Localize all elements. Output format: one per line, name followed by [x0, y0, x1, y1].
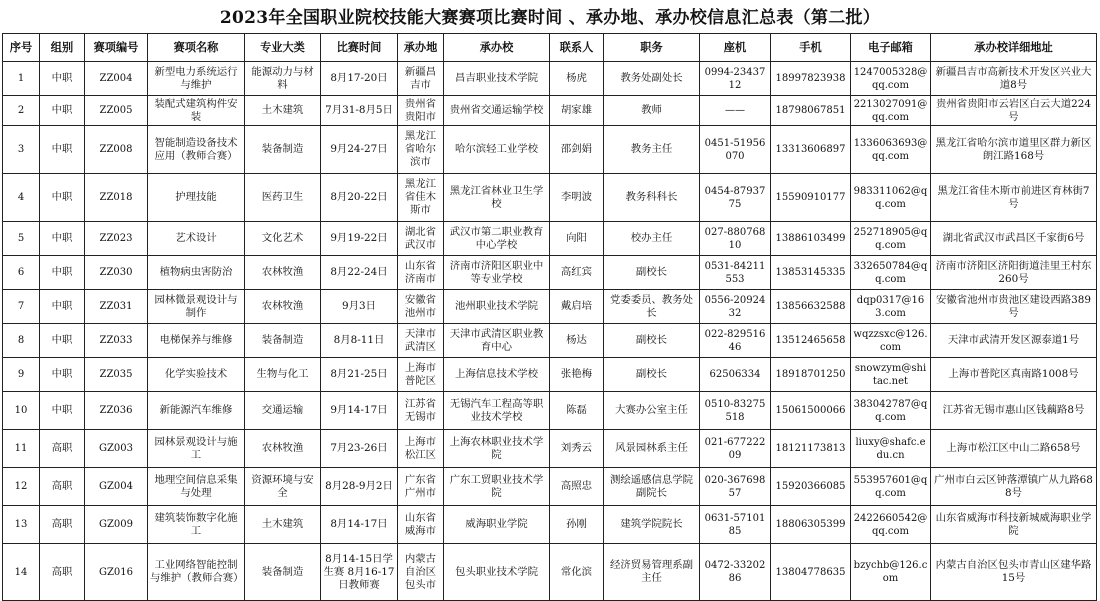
cell-contact: 胡家雄 [550, 96, 604, 126]
cell-time: 7月31-8月5日 [321, 96, 398, 126]
cell-no: 7 [3, 290, 40, 324]
cell-email: snowzym@shitac.net [851, 358, 931, 392]
cell-city: 山东省济南市 [398, 256, 444, 290]
cell-phone: 021-67722209 [700, 430, 771, 468]
cell-city: 贵州省贵阳市 [398, 96, 444, 126]
cell-category: 农林牧渔 [245, 430, 321, 468]
header-contact: 联系人 [550, 34, 604, 62]
cell-email: bzychb@126.com [851, 544, 931, 601]
cell-position: 校办主任 [604, 222, 700, 256]
cell-time: 8月22-24日 [321, 256, 398, 290]
table-row [3, 96, 1097, 126]
cell-position: 副校长 [604, 324, 700, 358]
cell-mobile: 15061500066 [771, 392, 851, 430]
cell-phone: 0472-3320286 [700, 544, 771, 601]
cell-category: 生物与化工 [245, 358, 321, 392]
cell-contact: 刘秀云 [550, 430, 604, 468]
cell-time: 9月24-27日 [321, 126, 398, 174]
cell-school: 哈尔滨轻工业学校 [444, 126, 550, 174]
cell-time: 9月19-22日 [321, 222, 398, 256]
cell-contact: 高照忠 [550, 468, 604, 506]
cell-no: 12 [3, 468, 40, 506]
cell-city: 黑龙江省哈尔滨市 [398, 126, 444, 174]
cell-time: 8月28-9月2日 [321, 468, 398, 506]
cell-email: wqzzsxc@126.com [851, 324, 931, 358]
cell-no: 8 [3, 324, 40, 358]
cell-school: 上海信息技术学校 [444, 358, 550, 392]
cell-mobile: 13856632588 [771, 290, 851, 324]
cell-address: 黑龙江省佳木斯市前进区育林街7号 [931, 174, 1097, 222]
cell-email: 1247005328@qq.com [851, 62, 931, 96]
cell-city: 上海市普陀区 [398, 358, 444, 392]
cell-time: 8月14-17日 [321, 506, 398, 544]
table-row [3, 392, 1097, 430]
cell-code: ZZ035 [85, 358, 148, 392]
cell-contact: 高红宾 [550, 256, 604, 290]
table-row [3, 324, 1097, 358]
cell-group: 中职 [40, 324, 85, 358]
cell-position: 测绘遥感信息学院副院长 [604, 468, 700, 506]
cell-time: 9月14-17日 [321, 392, 398, 430]
cell-position: 教师 [604, 96, 700, 126]
cell-position: 教务科科长 [604, 174, 700, 222]
table-row [3, 430, 1097, 468]
cell-no: 4 [3, 174, 40, 222]
cell-name: 新能源汽车维修 [148, 392, 245, 430]
cell-contact: 向阳 [550, 222, 604, 256]
cell-phone: 0454-8793775 [700, 174, 771, 222]
cell-mobile: 15590910177 [771, 174, 851, 222]
cell-address: 新疆昌吉市高新技术开发区兴业大道8号 [931, 62, 1097, 96]
cell-phone: 020-36769857 [700, 468, 771, 506]
cell-email: 553957601@qq.com [851, 468, 931, 506]
cell-code: GZ003 [85, 430, 148, 468]
cell-group: 中职 [40, 96, 85, 126]
cell-no: 11 [3, 430, 40, 468]
cell-address: 济南市济阳区济阳街道洼里王村东260号 [931, 256, 1097, 290]
cell-school: 贵州省交通运输学校 [444, 96, 550, 126]
cell-no: 3 [3, 126, 40, 174]
cell-mobile: 13313606897 [771, 126, 851, 174]
table-body [3, 62, 1097, 601]
cell-group: 中职 [40, 126, 85, 174]
table-row [3, 222, 1097, 256]
header-city: 承办地 [398, 34, 444, 62]
header-phone: 座机 [700, 34, 771, 62]
cell-group: 高职 [40, 468, 85, 506]
cell-group: 高职 [40, 544, 85, 601]
cell-group: 高职 [40, 430, 85, 468]
cell-phone: 0451-51956070 [700, 126, 771, 174]
cell-position: 建筑学院院长 [604, 506, 700, 544]
cell-city: 山东省威海市 [398, 506, 444, 544]
cell-phone: 022-82951646 [700, 324, 771, 358]
cell-email: 332650784@qq.com [851, 256, 931, 290]
cell-code: ZZ008 [85, 126, 148, 174]
cell-contact: 戴启培 [550, 290, 604, 324]
cell-code: GZ009 [85, 506, 148, 544]
header-email: 电子邮箱 [851, 34, 931, 62]
cell-city: 湖北省武汉市 [398, 222, 444, 256]
cell-category: 交通运输 [245, 392, 321, 430]
header-category: 专业大类 [245, 34, 321, 62]
header-position: 职务 [604, 34, 700, 62]
cell-category: 文化艺术 [245, 222, 321, 256]
cell-position: 党委委员、教务处长 [604, 290, 700, 324]
cell-position: 副校长 [604, 256, 700, 290]
cell-position: 副校长 [604, 358, 700, 392]
cell-name: 工业网络智能控制与维护（教师合赛） [148, 544, 245, 601]
cell-name: 建筑装饰数字化施工 [148, 506, 245, 544]
cell-address: 山东省威海市科技新城威海职业学院 [931, 506, 1097, 544]
cell-school: 天津市武清区职业教育中心 [444, 324, 550, 358]
header-mobile: 手机 [771, 34, 851, 62]
header-time: 比赛时间 [321, 34, 398, 62]
cell-mobile: 18997823938 [771, 62, 851, 96]
cell-group: 中职 [40, 392, 85, 430]
cell-phone: 027-88076810 [700, 222, 771, 256]
cell-email: 983311062@qq.com [851, 174, 931, 222]
cell-no: 5 [3, 222, 40, 256]
cell-code: ZZ004 [85, 62, 148, 96]
cell-position: 经济贸易管理系副主任 [604, 544, 700, 601]
cell-category: 装备制造 [245, 324, 321, 358]
cell-category: 土木建筑 [245, 506, 321, 544]
cell-no: 6 [3, 256, 40, 290]
cell-code: ZZ033 [85, 324, 148, 358]
cell-address: 湖北省武汉市武昌区千家街6号 [931, 222, 1097, 256]
cell-phone: 0531-84211553 [700, 256, 771, 290]
table-row [3, 544, 1097, 601]
cell-city: 内蒙古自治区包头市 [398, 544, 444, 601]
cell-category: 土木建筑 [245, 96, 321, 126]
cell-category: 装备制造 [245, 126, 321, 174]
cell-time: 8月20-22日 [321, 174, 398, 222]
cell-mobile: 18121173813 [771, 430, 851, 468]
cell-code: GZ004 [85, 468, 148, 506]
cell-address: 内蒙古自治区包头市青山区建华路15号 [931, 544, 1097, 601]
cell-time: 7月23-26日 [321, 430, 398, 468]
cell-no: 14 [3, 544, 40, 601]
table-row [3, 468, 1097, 506]
cell-code: ZZ036 [85, 392, 148, 430]
cell-email: liuxy@shafc.edu.cn [851, 430, 931, 468]
cell-email: 2422660542@qq.com [851, 506, 931, 544]
cell-code: ZZ018 [85, 174, 148, 222]
header-code: 赛项编号 [85, 34, 148, 62]
cell-school: 威海职业学院 [444, 506, 550, 544]
cell-contact: 孙刚 [550, 506, 604, 544]
cell-position: 教务处副处长 [604, 62, 700, 96]
cell-group: 中职 [40, 290, 85, 324]
cell-address: 安徽省池州市贵池区建设西路389号 [931, 290, 1097, 324]
table-row [3, 358, 1097, 392]
cell-group: 高职 [40, 506, 85, 544]
cell-city: 江苏省无锡市 [398, 392, 444, 430]
cell-address: 江苏省无锡市惠山区钱藕路8号 [931, 392, 1097, 430]
header-address: 承办校详细地址 [931, 34, 1097, 62]
cell-no: 10 [3, 392, 40, 430]
cell-email: 1336063693@qq.com [851, 126, 931, 174]
cell-city: 新疆昌吉市 [398, 62, 444, 96]
cell-phone: 0510-83275518 [700, 392, 771, 430]
cell-mobile: 15920366085 [771, 468, 851, 506]
cell-time: 8月21-25日 [321, 358, 398, 392]
cell-phone: 0631-5710185 [700, 506, 771, 544]
cell-email: dqp0317@163.com [851, 290, 931, 324]
cell-address: 黑龙江省哈尔滨市道里区群力新区朗江路168号 [931, 126, 1097, 174]
cell-group: 中职 [40, 358, 85, 392]
cell-contact: 邵剑娟 [550, 126, 604, 174]
cell-school: 上海农林职业技术学院 [444, 430, 550, 468]
cell-name: 智能制造设备技术应用（教师合赛） [148, 126, 245, 174]
cell-position: 风景园林系主任 [604, 430, 700, 468]
cell-name: 电梯保养与维修 [148, 324, 245, 358]
cell-school: 无锡汽车工程高等职业技术学校 [444, 392, 550, 430]
header-name: 赛项名称 [148, 34, 245, 62]
cell-contact: 杨达 [550, 324, 604, 358]
cell-no: 13 [3, 506, 40, 544]
cell-name: 新型电力系统运行与维护 [148, 62, 245, 96]
cell-position: 教务主任 [604, 126, 700, 174]
cell-city: 上海市松江区 [398, 430, 444, 468]
header-school: 承办校 [444, 34, 550, 62]
cell-name: 园林微景观设计与制作 [148, 290, 245, 324]
cell-school: 广东工贸职业技术学院 [444, 468, 550, 506]
cell-email: 383042787@qq.com [851, 392, 931, 430]
cell-code: ZZ031 [85, 290, 148, 324]
cell-code: ZZ005 [85, 96, 148, 126]
cell-category: 装备制造 [245, 544, 321, 601]
cell-email: 252718905@qq.com [851, 222, 931, 256]
cell-mobile: 13886103499 [771, 222, 851, 256]
cell-city: 安徽省池州市 [398, 290, 444, 324]
cell-code: GZ016 [85, 544, 148, 601]
cell-time: 8月14-15日学生赛 8月16-17日教师赛 [321, 544, 398, 601]
cell-phone: 0994-2343712 [700, 62, 771, 96]
cell-category: 医药卫生 [245, 174, 321, 222]
cell-mobile: 13853145335 [771, 256, 851, 290]
cell-no: 9 [3, 358, 40, 392]
cell-category: 资源环境与安全 [245, 468, 321, 506]
cell-address: 上海市松江区中山二路658号 [931, 430, 1097, 468]
header-no: 序号 [3, 34, 40, 62]
cell-contact: 常化滨 [550, 544, 604, 601]
cell-city: 黑龙江省佳木斯市 [398, 174, 444, 222]
cell-category: 农林牧渔 [245, 256, 321, 290]
cell-mobile: 13804778635 [771, 544, 851, 601]
header-group: 组别 [40, 34, 85, 62]
cell-address: 广州市白云区钟落潭镇广从九路688号 [931, 468, 1097, 506]
cell-no: 1 [3, 62, 40, 96]
cell-school: 昌吉职业技术学院 [444, 62, 550, 96]
cell-group: 中职 [40, 222, 85, 256]
cell-mobile: 18806305399 [771, 506, 851, 544]
cell-code: ZZ023 [85, 222, 148, 256]
cell-email: 2213027091@qq.com [851, 96, 931, 126]
cell-name: 艺术设计 [148, 222, 245, 256]
cell-name: 地理空间信息采集与处理 [148, 468, 245, 506]
cell-contact: 李明波 [550, 174, 604, 222]
cell-school: 池州职业技术学院 [444, 290, 550, 324]
table-row [3, 506, 1097, 544]
cell-time: 9月3日 [321, 290, 398, 324]
cell-city: 天津市武清区 [398, 324, 444, 358]
cell-mobile: 18918701250 [771, 358, 851, 392]
table-row [3, 126, 1097, 174]
cell-name: 园林景观设计与施工 [148, 430, 245, 468]
cell-position: 大赛办公室主任 [604, 392, 700, 430]
cell-contact: 陈磊 [550, 392, 604, 430]
table-row [3, 62, 1097, 96]
cell-mobile: 13512465658 [771, 324, 851, 358]
cell-address: 天津市武清开发区源泰道1号 [931, 324, 1097, 358]
cell-phone: —— [700, 96, 771, 126]
cell-school: 武汉市第二职业教育中心学校 [444, 222, 550, 256]
cell-address: 上海市普陀区真南路1008号 [931, 358, 1097, 392]
table-row [3, 290, 1097, 324]
cell-school: 包头职业技术学院 [444, 544, 550, 601]
table-header-row [3, 34, 1097, 62]
table-row [3, 256, 1097, 290]
competition-summary-table [2, 33, 1097, 601]
cell-city: 广东省广州市 [398, 468, 444, 506]
cell-time: 8月8-11日 [321, 324, 398, 358]
cell-time: 8月17-20日 [321, 62, 398, 96]
cell-mobile: 18798067851 [771, 96, 851, 126]
cell-name: 植物病虫害防治 [148, 256, 245, 290]
cell-category: 能源动力与材料 [245, 62, 321, 96]
document-title: 2023年全国职业院校技能大赛赛项比赛时间 、承办地、承办校信息汇总表（第二批） [219, 8, 881, 28]
cell-phone: 0556-2092432 [700, 290, 771, 324]
cell-no: 2 [3, 96, 40, 126]
cell-code: ZZ030 [85, 256, 148, 290]
cell-name: 化学实验技术 [148, 358, 245, 392]
cell-name: 装配式建筑构件安装 [148, 96, 245, 126]
cell-group: 中职 [40, 256, 85, 290]
cell-phone: 62506334 [700, 358, 771, 392]
cell-group: 中职 [40, 62, 85, 96]
cell-contact: 杨虎 [550, 62, 604, 96]
cell-contact: 张艳梅 [550, 358, 604, 392]
table-row [3, 174, 1097, 222]
cell-group: 中职 [40, 174, 85, 222]
cell-school: 黑龙江省林业卫生学校 [444, 174, 550, 222]
cell-address: 贵州省贵阳市云岩区白云大道224号 [931, 96, 1097, 126]
cell-name: 护理技能 [148, 174, 245, 222]
cell-school: 济南市济阳区职业中等专业学校 [444, 256, 550, 290]
cell-category: 农林牧渔 [245, 290, 321, 324]
